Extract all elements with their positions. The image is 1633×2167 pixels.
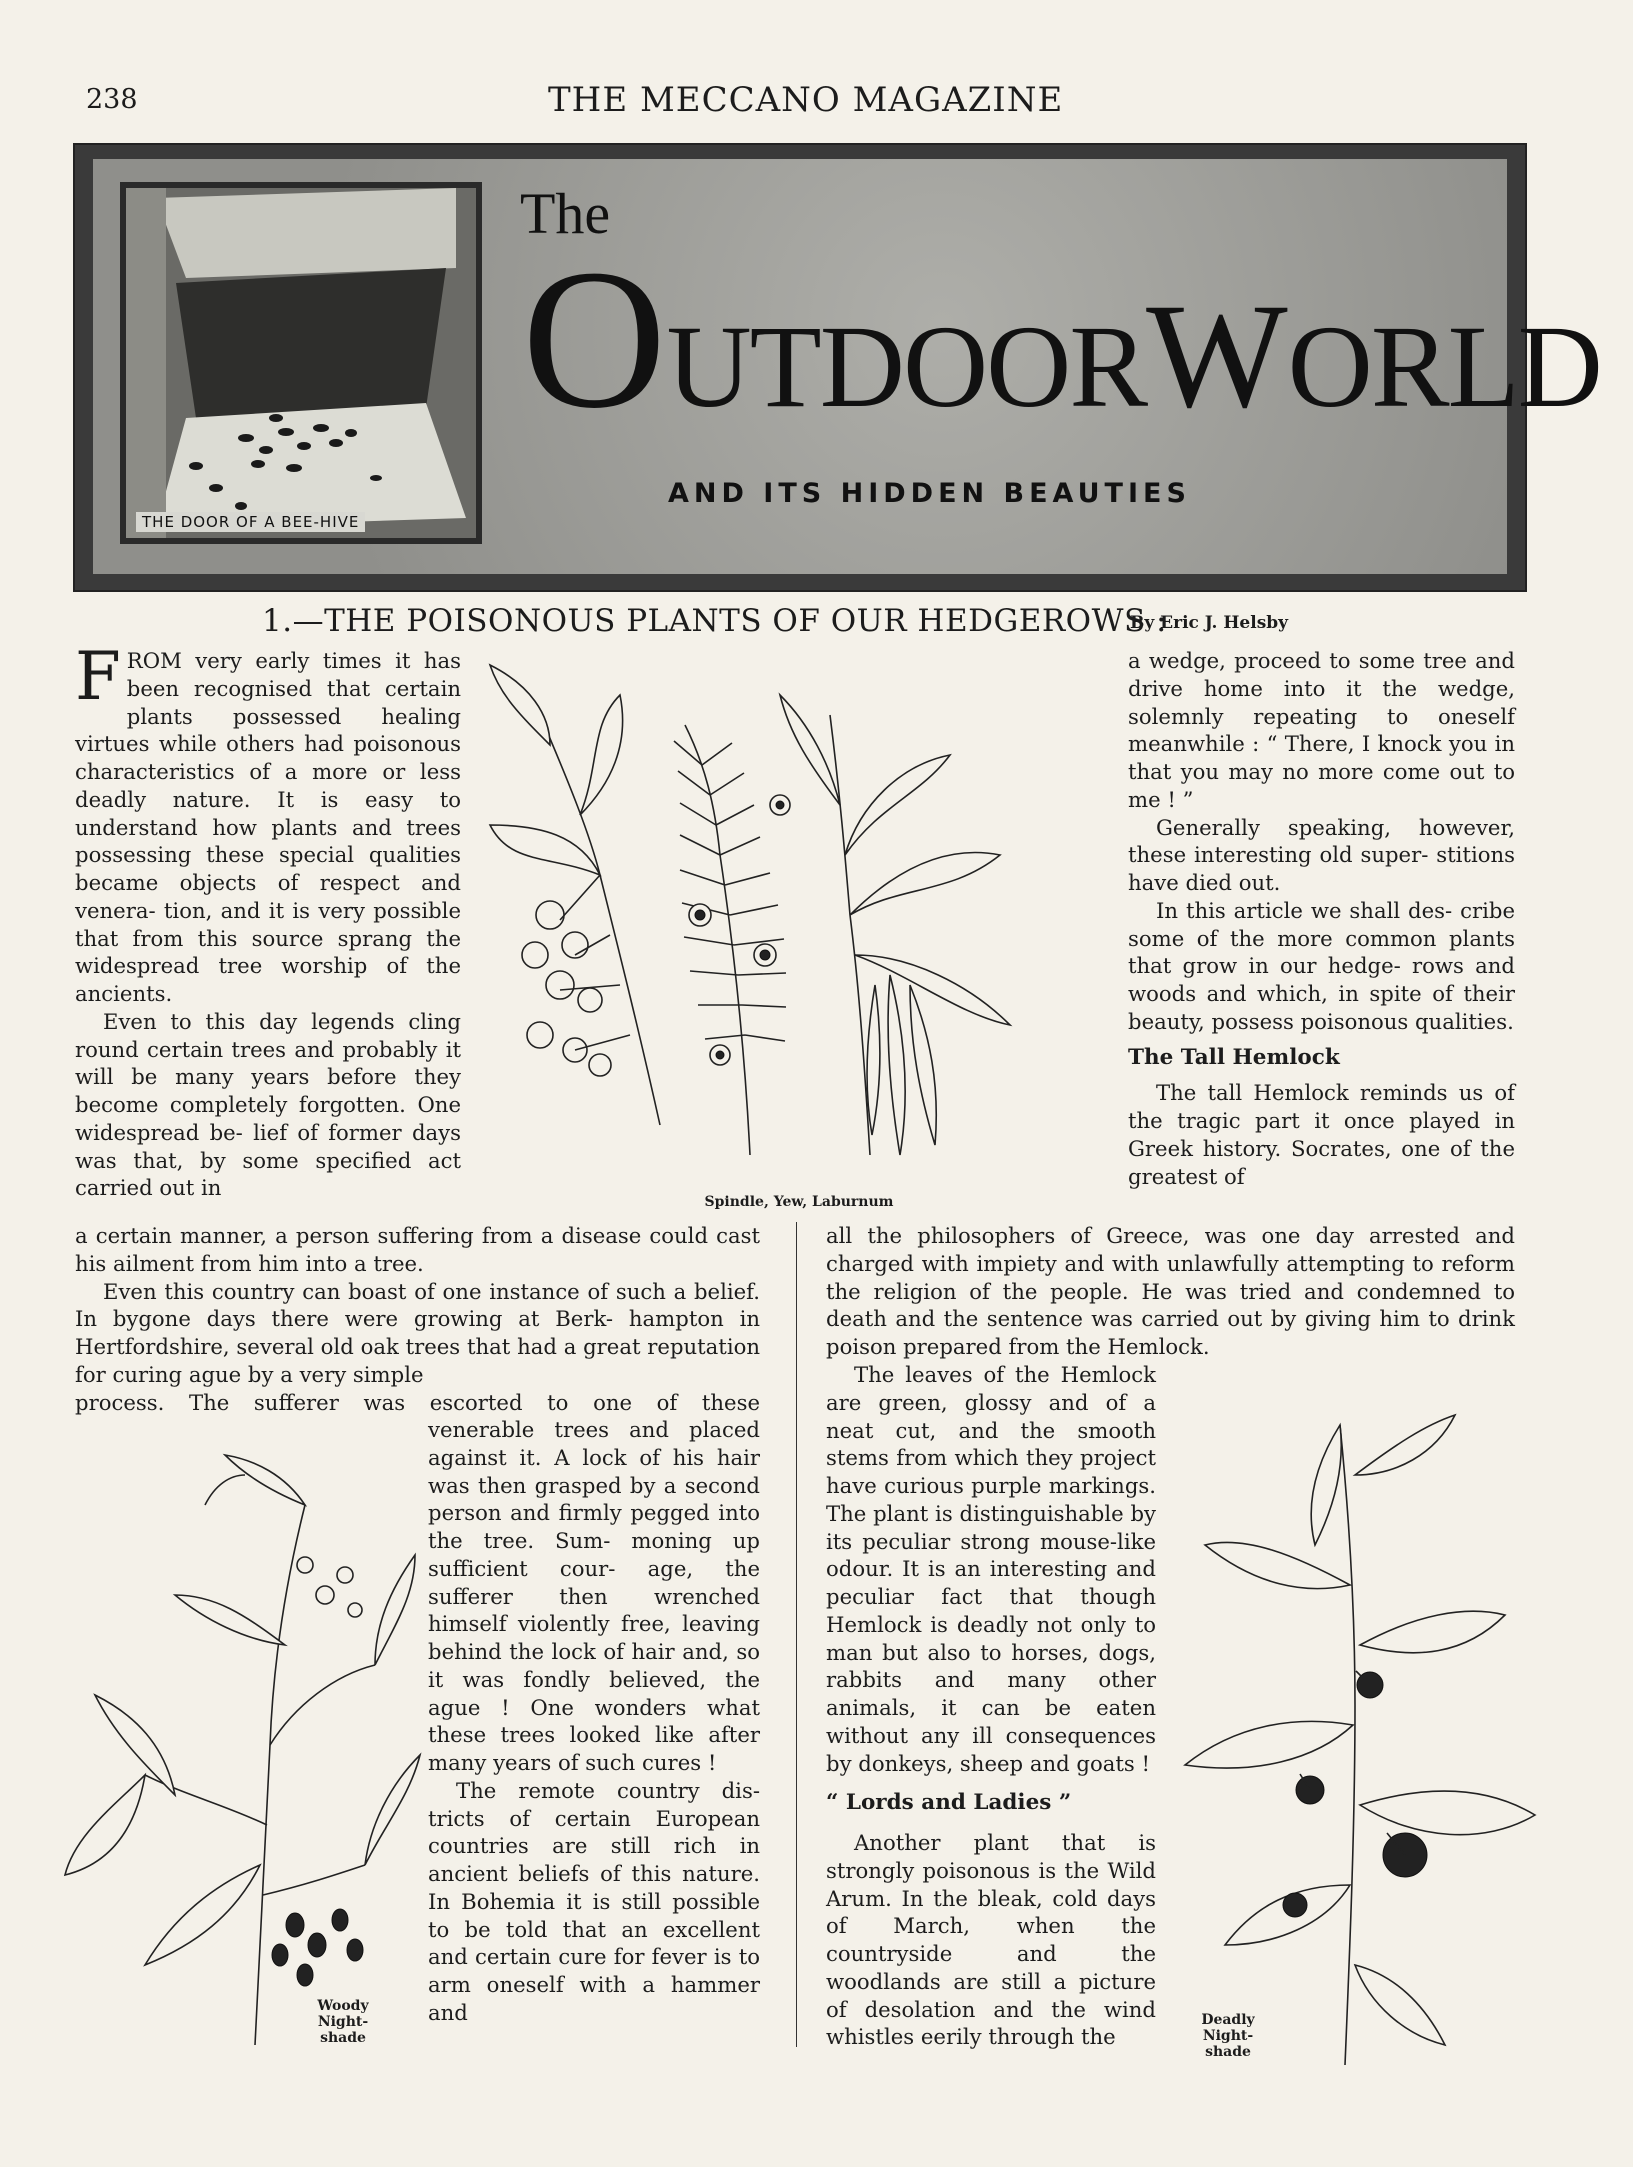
caption-deadly-line-1: Deadly <box>1201 2012 1255 2028</box>
column-middle-narrow <box>826 1361 1156 2051</box>
article-heading: 1.—THE POISONOUS PLANTS OF OUR HEDGEROWS : <box>262 603 1167 639</box>
bee-hive-image <box>126 188 476 538</box>
column-top-left <box>75 638 461 1202</box>
column-left-wide <box>75 1222 760 1416</box>
woody-nightshade-illustration <box>55 1445 425 2055</box>
caption-spindle-yew-laburnum: Spindle, Yew, Laburnum <box>704 1194 894 1210</box>
paragraph-wild-arum: Another plant that is strongly poisonous is the Wild Arum. In the bleak, cold days of March, when the countryside and the woodlands are still a picture of desolation and the wind whistles eerily through the <box>826 1830 1156 2050</box>
title-letter-w: W <box>1146 273 1288 439</box>
paragraph-wedge: a wedge, proceed to some tree and drive home into it the wedge, solemnly repeating to oneself meanwhile : “ There, I knock you in that you may no more come out to me ! ” <box>1128 648 1515 812</box>
paragraph-article-intro: In this article we shall des- cribe some of the more common plants that grow in our hedge- rows and woods and which, in spite of their beauty, possess poisonous qualities. <box>1128 897 1515 1034</box>
paragraph-hemlock-greek: The tall Hemlock reminds us of the tragic part it once played in Greek history. Socrates, one of the greatest of <box>1128 1080 1515 1189</box>
title-outdoor-world <box>522 229 1601 450</box>
caption-woody-line-2: Night- <box>317 2014 369 2030</box>
paragraph-berkhampton: Even this country can boast of one instance of such a belief. In bygone days there were growing at Berk- hampton in Hertfordshire, several old oak trees that had a great reputation for curing ague by a very simple <box>75 1278 760 1387</box>
spindle-yew-laburnum-illustration <box>480 655 1140 1195</box>
caption-woody-nightshade <box>308 1998 378 2046</box>
paragraph-legends-cont: a certain manner, a person suffering from a disease could cast his ailment from him into a tree. <box>75 1223 760 1276</box>
paragraph-hemlock-leaves: The leaves of the Hemlock are green, glossy and of a neat cut, and the smooth stems from which they project have curious purple markings. The plant is distinguishable by its peculiar strong mouse-like odour. It is an interesting and peculiar fact that though Hemlock is deadly not only to man but also to horses, dogs, rabbits and many other animals, it can be eaten without any ill consequences by donkeys, sheep and goats ! <box>826 1362 1156 1776</box>
caption-deadly-line-3: shade <box>1205 2044 1251 2060</box>
caption-deadly-line-2: Night- <box>1202 2028 1254 2044</box>
paragraph-bohemia: The remote country dis- tricts of certain European countries are still rich in ancient beliefs of this nature. In Bohemia it is still possible to be told that an excellent and certain cure for fever is to arm oneself with a hammer and <box>428 1777 760 2025</box>
column-middle-wide <box>826 1222 1515 1361</box>
column-divider <box>796 1222 797 2047</box>
caption-woody-line-1: Woody <box>317 1998 369 2014</box>
running-title: THE MECCANO MAGAZINE <box>548 80 1064 120</box>
paragraph-berkhampton-last: process. The sufferer was escorted to one of these <box>75 1389 760 1415</box>
column-left-narrow <box>428 1416 760 2027</box>
caption-woody-line-3: shade <box>320 2030 366 2046</box>
paragraph-intro: ROM very early times it has been recognised that certain plants possessed healing virtues while others had poisonous characteristics of a more or less deadly nature. It is easy to understand how plants and trees possessing these special qualities became objects of respect and venera- tion, and it is very possible that from this source sprang the widespread tree worship of the ancients. <box>75 648 461 1006</box>
title-letter-o: O <box>522 229 667 450</box>
paragraph-ague-cure: venerable trees and placed against it. A lock of his hair was then grasped by a second person and firmly pegged into the tree. Sum- moning up sufficient cour- age, the sufferer then wrenched himself violently free, leaving behind the lock of hair and, so it was fondly believed, the ague ! One wonders what these trees looked like after many years of such cures ! <box>428 1417 760 1775</box>
title-the: The <box>520 181 611 246</box>
paragraph-socrates: all the philosophers of Greece, was one day arrested and charged with impiety and with unlawfully attempting to reform the religion of the people. He was tried and condemned to death and the sentence was carried out by giving him to drink poison prepared from the Hemlock. <box>826 1223 1515 1359</box>
paragraph-superstitions: Generally speaking, however, these interesting old super- stitions have died out. <box>1128 814 1515 895</box>
paragraph-legends: Even to this day legends cling round certain trees and probably it will be many years before they become completely forgotten. One widespread be- lief of former days was that, by some specified act carried out in <box>75 1008 461 1201</box>
drop-cap: F <box>75 638 121 715</box>
page-number: 238 <box>86 84 138 115</box>
subhead-tall-hemlock: The Tall Hemlock <box>1128 1044 1340 1070</box>
banner-subtitle: AND ITS HIDDEN BEAUTIES <box>668 478 1191 509</box>
caption-deadly-nightshade <box>1188 2012 1268 2060</box>
column-top-right <box>1128 647 1515 1190</box>
title-utdoor: UTDOOR <box>666 301 1147 432</box>
bee-hive-photo <box>120 182 482 544</box>
article-byline: By Eric J. Helsby <box>1130 613 1289 633</box>
title-orld: ORLD <box>1287 301 1601 432</box>
deadly-nightshade-illustration <box>1165 1385 1545 2075</box>
subhead-lords-and-ladies: “ Lords and Ladies ” <box>826 1790 1072 1816</box>
photo-caption: THE DOOR OF A BEE-HIVE <box>136 512 365 532</box>
